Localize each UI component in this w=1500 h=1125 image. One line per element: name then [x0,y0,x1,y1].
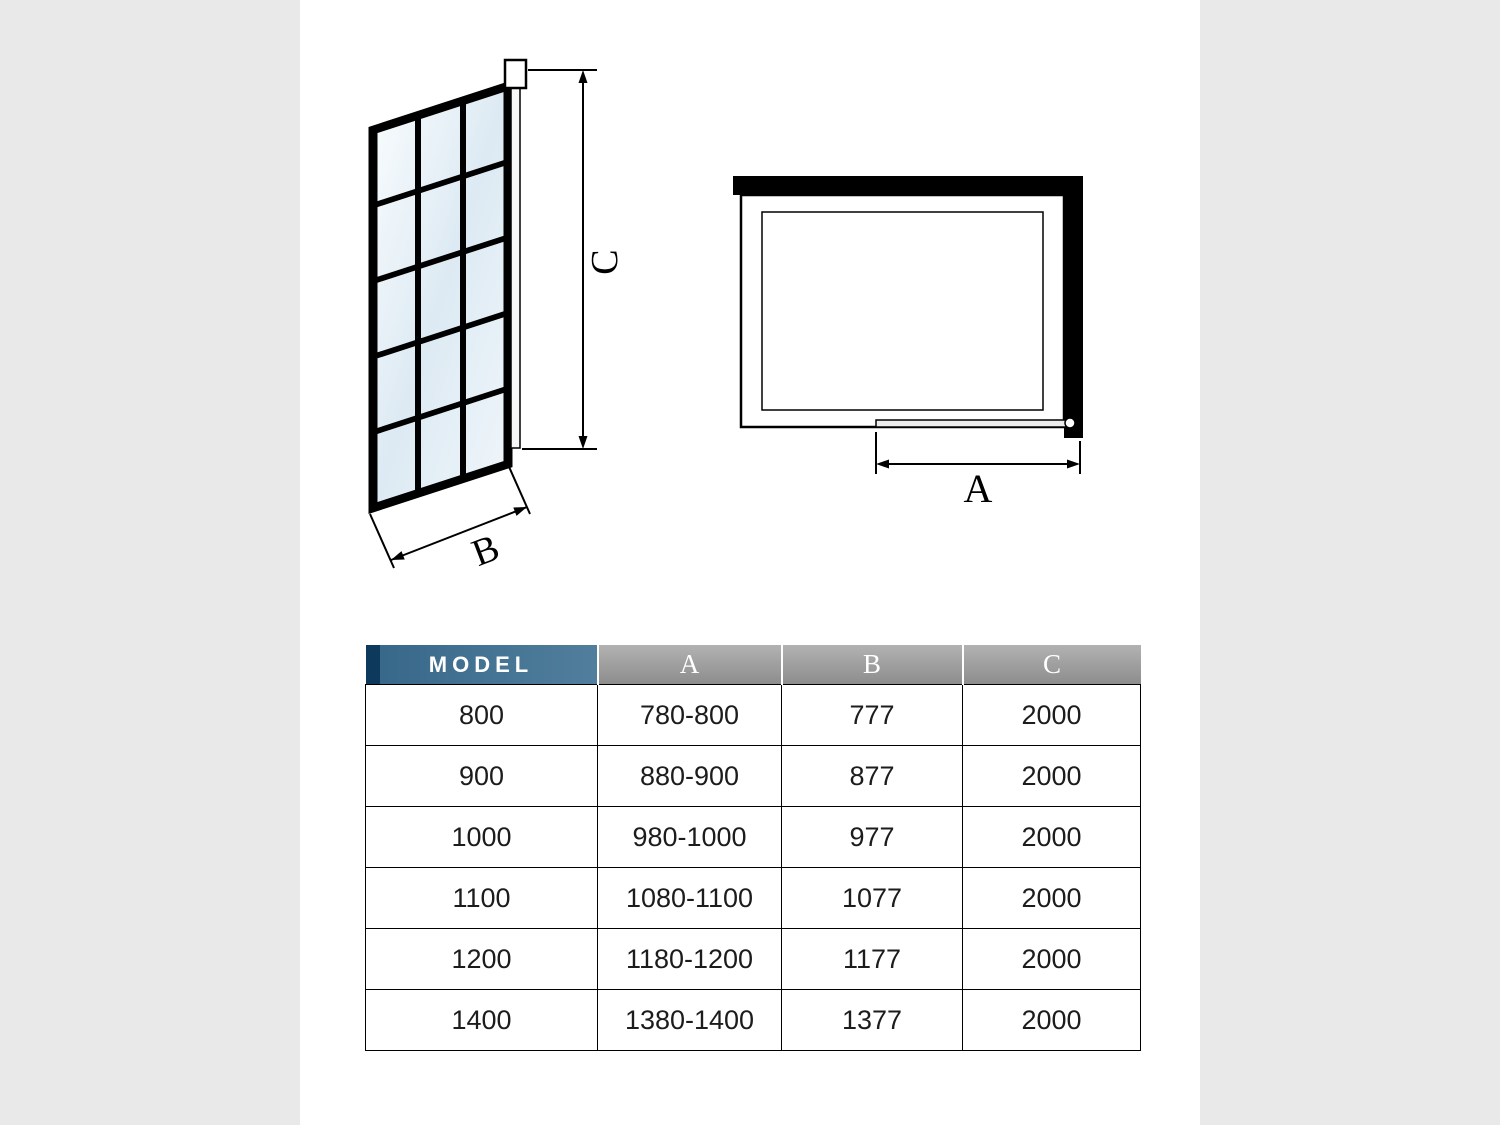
cell-b: 1077 [782,868,963,929]
table-header-row [366,645,1141,685]
cell-c: 2000 [963,868,1141,929]
cell-c: 2000 [963,685,1141,746]
support-bar-wall-connector [1065,418,1075,428]
wall-profile-strip [511,66,520,448]
dimension-c-arrow-down [579,436,588,449]
dimension-a-label: A [963,466,993,511]
cell-c: 2000 [963,990,1141,1051]
table-row [366,746,1141,807]
cell-a: 780-800 [598,685,782,746]
dimension-b-line [391,507,527,560]
dimension-a-arrow-left [876,460,889,469]
dimension-b-arrow-left [391,551,405,560]
right-wall [1064,176,1083,438]
cell-b: 1377 [782,990,963,1051]
dimension-b-arrow-right [513,507,527,516]
table-row [366,868,1141,929]
dimension-a-arrow-right [1067,460,1080,469]
wall-profile-cap [505,60,526,88]
support-bar [876,420,1074,427]
col-header-b: B [782,645,963,685]
dimension-b-tick-right [506,460,530,514]
table-row [366,807,1141,868]
cell-model: 800 [366,685,598,746]
cell-c: 2000 [963,929,1141,990]
cell-model: 1400 [366,990,598,1051]
cell-model: 1000 [366,807,598,868]
cell-model: 1100 [366,868,598,929]
table-row [366,685,1141,746]
cell-b: 777 [782,685,963,746]
cell-b: 977 [782,807,963,868]
col-header-a: A [598,645,782,685]
cell-c: 2000 [963,807,1141,868]
size-table [365,645,1140,1051]
top-wall [733,176,1083,195]
table-row [366,990,1141,1051]
front-view-glass-panel [373,86,508,508]
top-view [733,176,1083,438]
cell-a: 1080-1100 [598,868,782,929]
glass-panel-top-view-outer [741,195,1064,427]
col-header-model: MODEL [366,645,598,685]
cell-b: 1177 [782,929,963,990]
glass-panel [373,86,508,508]
cell-a: 880-900 [598,746,782,807]
cell-c: 2000 [963,746,1141,807]
cell-a: 1180-1200 [598,929,782,990]
dimension-c-arrow-up [579,70,588,83]
dimension-b-label: B [466,526,506,575]
cell-model: 1200 [366,929,598,990]
technical-drawing [300,0,1200,620]
dimension-c-label: C [584,249,626,275]
dimension-b-tick-left [370,514,394,568]
cell-b: 877 [782,746,963,807]
cell-a: 1380-1400 [598,990,782,1051]
table-row [366,929,1141,990]
cell-model: 900 [366,746,598,807]
model-dimensions-table [365,645,1141,1051]
cell-a: 980-1000 [598,807,782,868]
col-header-c: C [963,645,1141,685]
